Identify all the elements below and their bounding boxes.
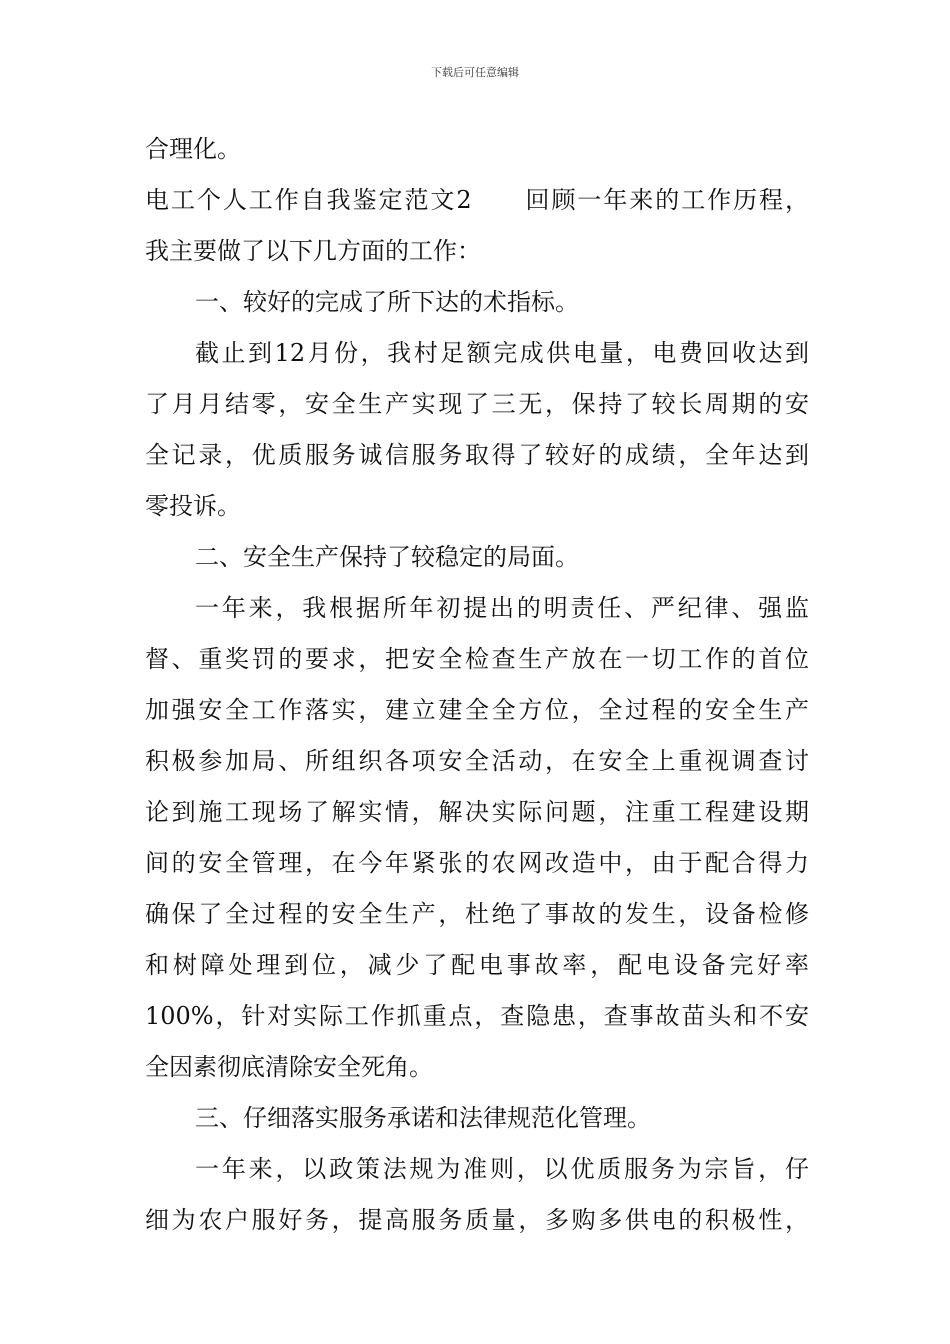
text-line: 全记录，优质服务诚信服务取得了较好的成绩，全年达到 xyxy=(145,441,809,469)
text-line: 和树障处理到位，减少了配电事故率，配电设备完好率 xyxy=(145,951,809,979)
text-line: 100%，针对实际工作抓重点，查隐患，查事故苗头和不安 xyxy=(145,1002,809,1030)
document-body xyxy=(145,124,809,1246)
text-line: 电工个人工作自我鉴定范文2 回顾一年来的工作历程， xyxy=(145,186,809,214)
section-heading: 三、仔细落实服务承诺和法律规范化管理。 xyxy=(195,1104,651,1132)
text-line: 截止到12月份，我村足额完成供电量，电费回收达到 xyxy=(195,339,809,367)
text-line: 细为农户服好务，提高服务质量，多购多供电的积极性， xyxy=(145,1206,809,1234)
text-line: 一年来，我根据所年初提出的明责任、严纪律、强监 xyxy=(195,594,809,622)
text-line: 积极参加局、所组织各项安全活动，在安全上重视调查讨 xyxy=(145,747,809,775)
text-line: 间的安全管理，在今年紧张的农网改造中，由于配合得力 xyxy=(145,849,809,877)
text-line: 全因素彻底清除安全死角。 xyxy=(145,1053,433,1081)
text-line: 了月月结零，安全生产实现了三无，保持了较长周期的安 xyxy=(145,390,809,418)
text-line: 零投诉。 xyxy=(145,492,241,520)
page-header: 下载后可任意编辑 xyxy=(431,66,519,79)
text-line: 加强安全工作落实，建立建全全方位，全过程的安全生产 xyxy=(145,696,809,724)
text-line: 确保了全过程的安全生产，杜绝了事故的发生，设备检修 xyxy=(145,900,809,928)
text-line: 一年来，以政策法规为准则，以优质服务为宗旨，仔 xyxy=(195,1155,809,1183)
section-heading: 二、安全生产保持了较稳定的局面。 xyxy=(195,543,579,571)
section-heading: 一、较好的完成了所下达的术指标。 xyxy=(195,288,579,316)
text-line: 合理化。 xyxy=(145,135,241,163)
text-line: 我主要做了以下几方面的工作： xyxy=(145,237,481,265)
text-line: 论到施工现场了解实情，解决实际问题，注重工程建设期 xyxy=(145,798,809,826)
text-line: 督、重奖罚的要求，把安全检查生产放在一切工作的首位 xyxy=(145,645,809,673)
